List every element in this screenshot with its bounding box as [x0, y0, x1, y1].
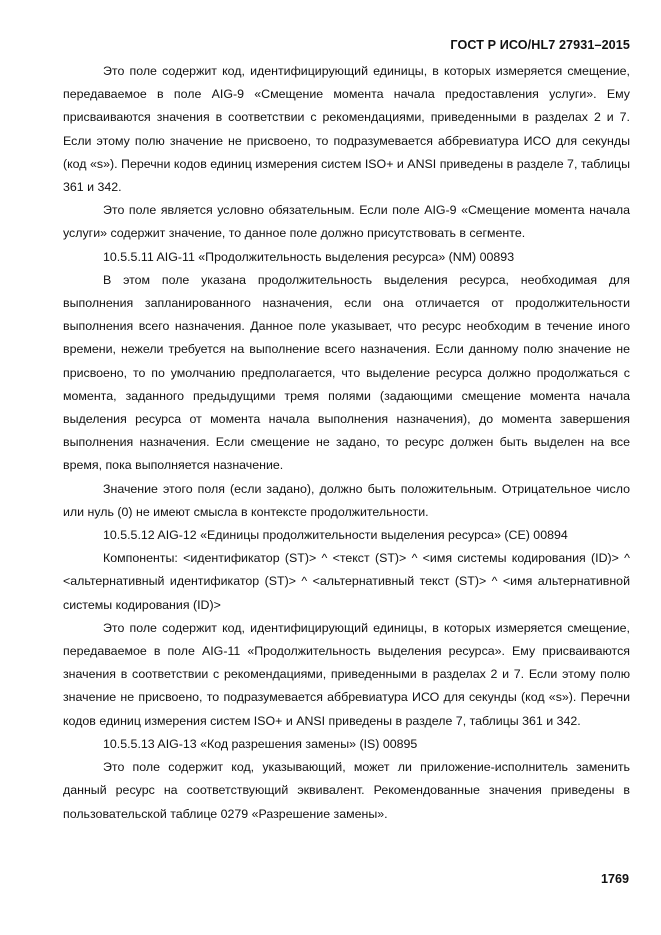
paragraph-aig12-description: Это поле содержит код, идентифицирующий единицы, в которых измеряется смещение, передаваемое в поле AIG-11 «Продолжительность выделения ресурса». Ему присваиваются значения в соответствии с рекомендациями, приведенными в разделах 2 и 7. Если этому полю значение не присвоено, то подразумевается аббревиатура ИСО для секунды (код «s»). Перечни кодов единиц измерения систем ISO+ и ANSI приведены в разделе 7, таблицы 361 и 342.: [63, 620, 630, 728]
paragraph-aig10-conditional: Это поле является условно обязательным. Если поле AIG-9 «Смещение момента начала услуги» содержит значение, то данное поле должно присутствовать в сегменте.: [63, 203, 630, 241]
page-number: 1769: [600, 872, 629, 886]
paragraph-aig12-components: Компоненты: <идентификатор (ST)> ^ <текст (ST)> ^ <имя системы кодирования (ID)> ^ <альтернативный идентификатор (ST)> ^ <альтернативный текст (ST)> ^ <имя альтернативной системы кодирования (ID)>: [63, 551, 630, 612]
section-heading-aig13: 10.5.5.13 AIG-13 «Код разрешения замены» (IS) 00895: [103, 736, 418, 751]
document-body: [63, 60, 630, 826]
running-header: ГОСТ Р ИСО/HL7 27931–2015: [450, 38, 630, 52]
section-heading-aig11: 10.5.5.11 AIG-11 «Продолжительность выделения ресурса» (NM) 00893: [103, 249, 515, 264]
paragraph-aig13-description: Это поле содержит код, указывающий, может ли приложение-исполнитель заменить данный ресурс на соответствующий эквивалент. Рекомендованные значения приведены в пользовательской таблице 0279 «Разрешение замены».: [63, 760, 630, 821]
paragraph-aig11-value-note: Значение этого поля (если задано), должно быть положительным. Отрицательное число или нуль (0) не имеют смысла в контексте продолжительности.: [63, 481, 630, 519]
paragraph-aig11-description: В этом поле указана продолжительность выделения ресурса, необходимая для выполнения запланированного назначения, если она отличается от продолжительности выполнения всего назначения. Данное поле указывает, что ресурс необходим в течение иного времени, нежели требуется на выполнение всего назначения. Если данному полю значение не присвоено, то по умолчанию предполагается, что выделение ресурса должно продолжаться с момента, заданного предыдущими тремя полями (задающими смещение момента начала выделения ресурса от момента начала выполнения назначения), до момента завершения выполнения назначения. Если смещение не задано, то ресурс должен быть выделен на все время, пока выполняется назначение.: [63, 272, 630, 473]
section-heading-aig12: 10.5.5.12 AIG-12 «Единицы продолжительности выделения ресурса» (CE) 00894: [103, 528, 568, 543]
paragraph-aig10-description: Это поле содержит код, идентифицирующий единицы, в которых измеряется смещение, передаваемое в поле AIG-9 «Смещение момента начала предоставления услуги». Ему присваиваются значения в соответствии с рекомендациями, приведенными в разделах 2 и 7. Если этому полю значение не присвоено, то подразумевается аббревиатура ИСО для секунды (код «s»). Перечни кодов единиц измерения систем ISO+ и ANSI приведены в разделе 7, таблицы 361 и 342.: [63, 64, 630, 195]
